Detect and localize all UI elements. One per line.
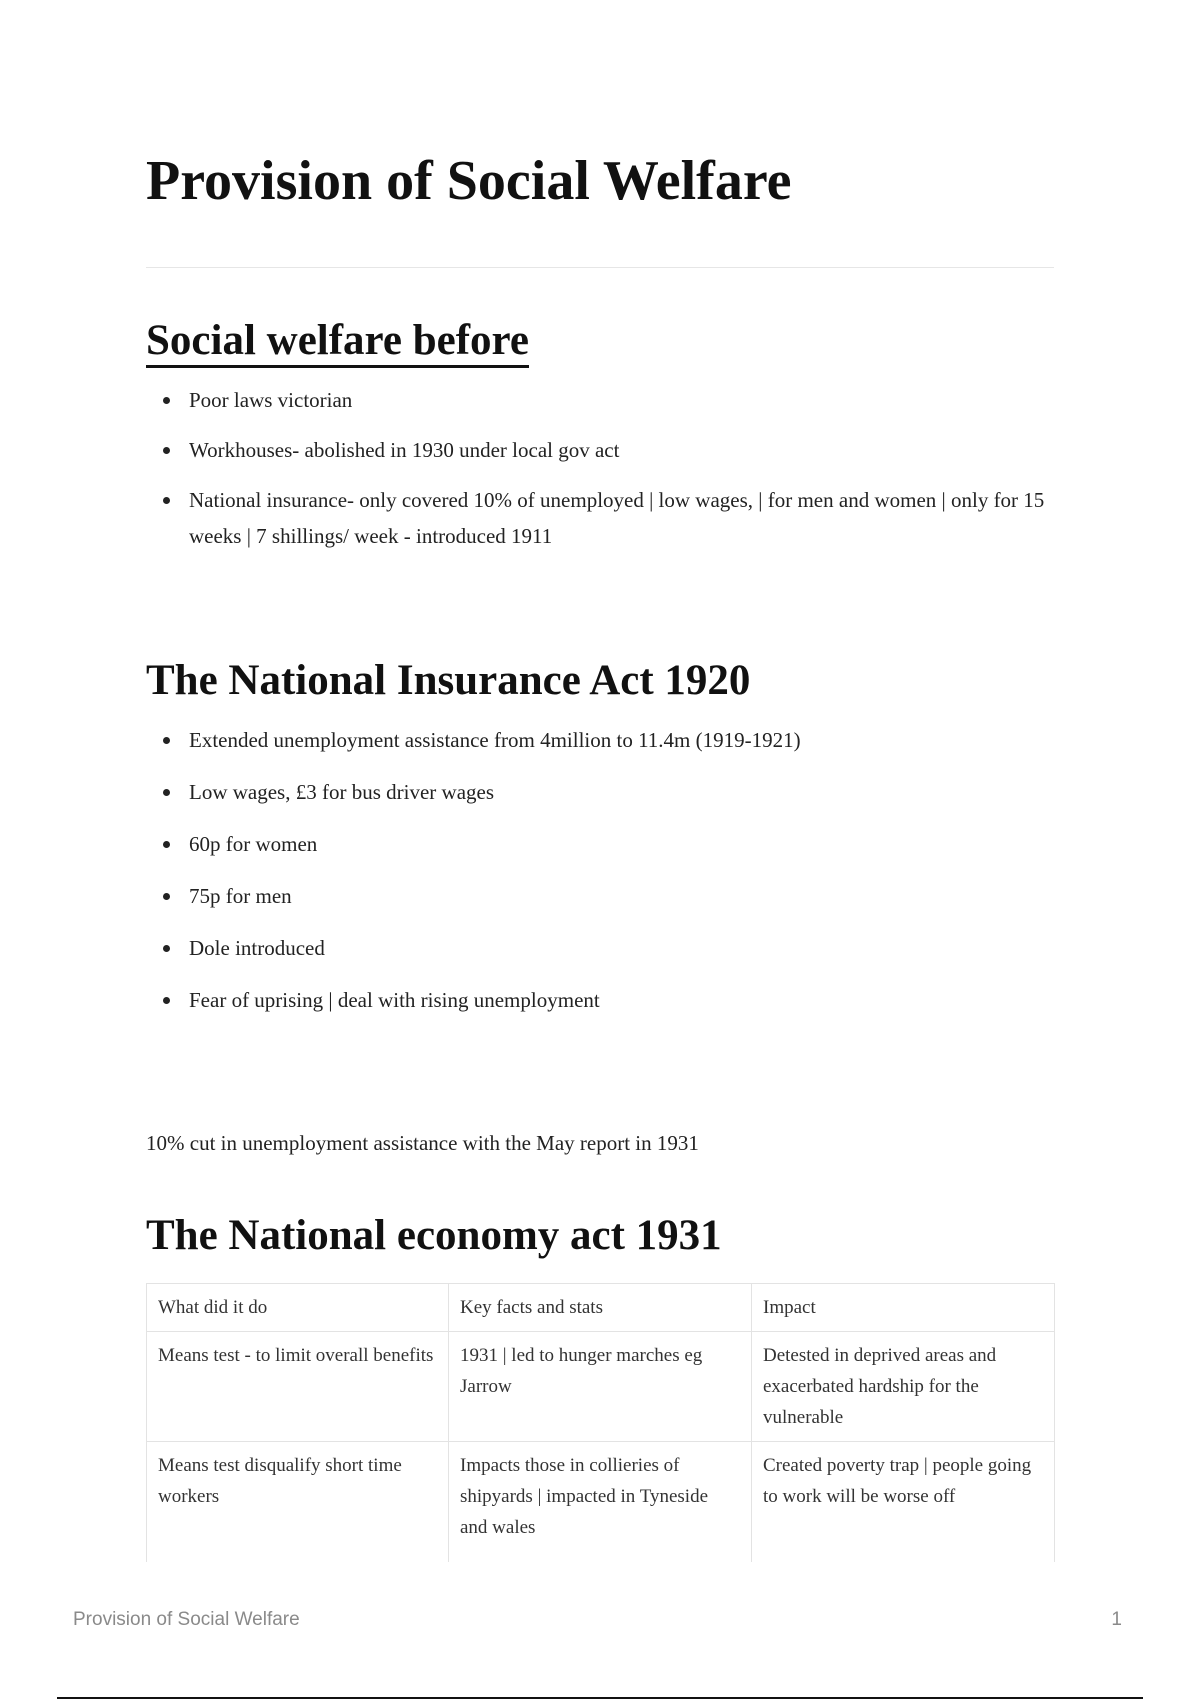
table-cell: Impacts those in collieries of shipyards | impacted in Tyneside and wales <box>449 1442 752 1563</box>
section-heading-text: Social welfare before <box>146 317 529 368</box>
page-title: Provision of Social Welfare <box>146 150 792 212</box>
national-economy-act-table <box>146 1283 1055 1562</box>
list-item: Extended unemployment assistance from 4million to 11.4m (1919-1921) <box>146 722 1054 758</box>
footer-divider <box>57 1697 1143 1699</box>
section-heading-national-insurance-act: The National Insurance Act 1920 <box>146 657 751 704</box>
list-item: 75p for men <box>146 878 1054 914</box>
list-item: Fear of uprising | deal with rising unemployment <box>146 982 1054 1018</box>
column-header: Key facts and stats <box>449 1284 752 1332</box>
column-header: What did it do <box>147 1284 449 1332</box>
footer-document-title: Provision of Social Welfare <box>73 1609 300 1630</box>
list-item: Poor laws victorian <box>146 382 1054 418</box>
table-header-row <box>147 1284 1055 1332</box>
table-cell: Means test - to limit overall benefits <box>147 1332 449 1442</box>
list-item: Workhouses- abolished in 1930 under local gov act <box>146 432 1054 468</box>
table-cell: Means test disqualify short time workers <box>147 1442 449 1563</box>
table-cell: Detested in deprived areas and exacerbated hardship for the vulnerable <box>752 1332 1055 1442</box>
bullet-list-national-insurance-act <box>146 722 1054 1034</box>
list-item: Low wages, £3 for bus driver wages <box>146 774 1054 810</box>
may-report-note: 10% cut in unemployment assistance with the May report in 1931 <box>146 1131 699 1155</box>
list-item: 60p for women <box>146 826 1054 862</box>
list-item: National insurance- only covered 10% of unemployed | low wages, | for men and women | only for 15 weeks | 7 shillings/ week - introduced 1911 <box>146 482 1054 554</box>
table-cell: Created poverty trap | people going to work will be worse off <box>752 1442 1055 1563</box>
table-row <box>147 1332 1055 1442</box>
table-row <box>147 1442 1055 1563</box>
bullet-list-social-welfare-before <box>146 382 1054 568</box>
list-item: Dole introduced <box>146 930 1054 966</box>
table-cell: 1931 | led to hunger marches eg Jarrow <box>449 1332 752 1442</box>
section-heading-national-economy-act: The National economy act 1931 <box>146 1212 722 1259</box>
footer-page-number: 1 <box>1111 1609 1122 1630</box>
column-header: Impact <box>752 1284 1055 1332</box>
title-divider <box>146 267 1054 268</box>
section-heading-social-welfare-before <box>146 314 529 368</box>
